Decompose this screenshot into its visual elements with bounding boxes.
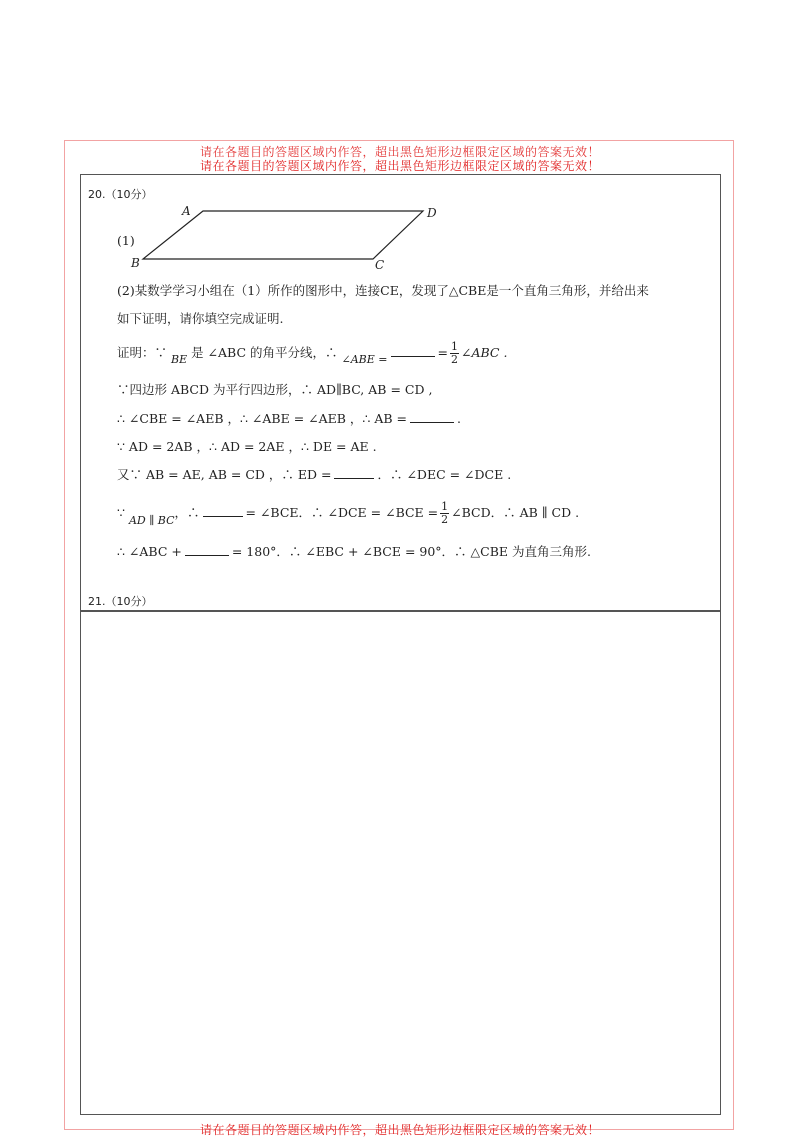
vertex-label-b: B: [131, 256, 140, 270]
vertex-label-a: A: [182, 204, 191, 218]
proof-text: .: [457, 411, 461, 426]
vertex-label-d: D: [427, 206, 437, 220]
proof-text: ．∴ ∠DEC = ∠DCE .: [377, 467, 512, 482]
proof-line-6: [117, 501, 579, 526]
warning-text-bottom: 请在各题目的答题区域内作答，超出黑色矩形边框限定区域的答案无效！: [199, 1123, 600, 1137]
proof-text: ∴ ∠CBE = ∠AEB ，∴ ∠ABE = ∠AEB ，∴ AB =: [117, 411, 408, 426]
answer-blank-4[interactable]: [203, 515, 243, 517]
parallelogram-abcd: [143, 211, 423, 259]
proof-line-4: ∵ AD = 2AB ，∴ AD = 2AE ，∴ DE = AE .: [117, 439, 377, 454]
fraction-one-half: $\frac{1}{2}$: [441, 500, 449, 526]
proof-text: 证明：∵: [117, 345, 171, 360]
answer-blank-2[interactable]: [410, 421, 454, 423]
proof-text: ∠ABC .: [460, 345, 508, 360]
question-20-answer-box: [80, 174, 721, 611]
part-1-label: (1): [117, 233, 135, 248]
proof-text: = 180°．∴ ∠EBC + ∠BCE = 90°．∴ △CBE 为直角三角形.: [231, 544, 591, 559]
fraction-one-half: $\frac{1}{2}$: [450, 340, 458, 366]
proof-line-3: [117, 409, 461, 427]
proof-line-7: [117, 542, 591, 560]
proof-text: =: [437, 345, 448, 360]
answer-blank-3[interactable]: [334, 477, 374, 479]
proof-text: ∵: [117, 505, 129, 520]
part-2-intro-line-2: 如下证明，请你填空完成证明.: [117, 311, 284, 326]
proof-text: = ∠BCE．∴ ∠DCE = ∠BCE =: [245, 505, 439, 520]
question-21-answer-box[interactable]: [80, 611, 721, 1115]
proof-text: ∠ABE =: [341, 353, 388, 366]
vertex-label-c: C: [375, 258, 385, 272]
proof-text: 是 ∠ABC 的角平分线，∴: [187, 345, 342, 360]
proof-text-be: BE: [170, 353, 188, 366]
proof-text: ，∴: [174, 505, 200, 520]
parallelogram-figure: [121, 201, 437, 281]
warning-text-top: 请在各题目的答题区域内作答，超出黑色矩形边框限定区域的答案无效！: [199, 159, 600, 173]
question-20-number: 20.（10分）: [88, 188, 153, 201]
proof-text: ∠BCD．∴ AB ∥ CD .: [451, 505, 580, 520]
proof-text-ad-parallel-bc: AD ∥ BC: [128, 514, 175, 527]
proof-text: ∴ ∠ABC +: [117, 544, 182, 559]
proof-line-5: [117, 465, 511, 483]
answer-blank-1[interactable]: [391, 355, 435, 357]
answer-blank-5[interactable]: [185, 554, 229, 556]
proof-line-2: ∵四边形 ABCD 为平行四边形，∴ AD∥BC, AB = CD ,: [117, 382, 433, 397]
part-2-intro-line-1: (2)某数学学习小组在（1）所作的图形中，连接CE，发现了△CBE是一个直角三角形，并给出来: [117, 283, 649, 298]
warning-text-ghost: 请在各题目的答题区域内作答，超出黑色矩形边框限定区域的答案无效！: [199, 145, 600, 159]
question-21-number: 21.（10分）: [88, 595, 153, 608]
proof-text: 又∵ AB = AE, AB = CD ，∴ ED =: [117, 467, 332, 482]
proof-line-1: [117, 341, 507, 366]
